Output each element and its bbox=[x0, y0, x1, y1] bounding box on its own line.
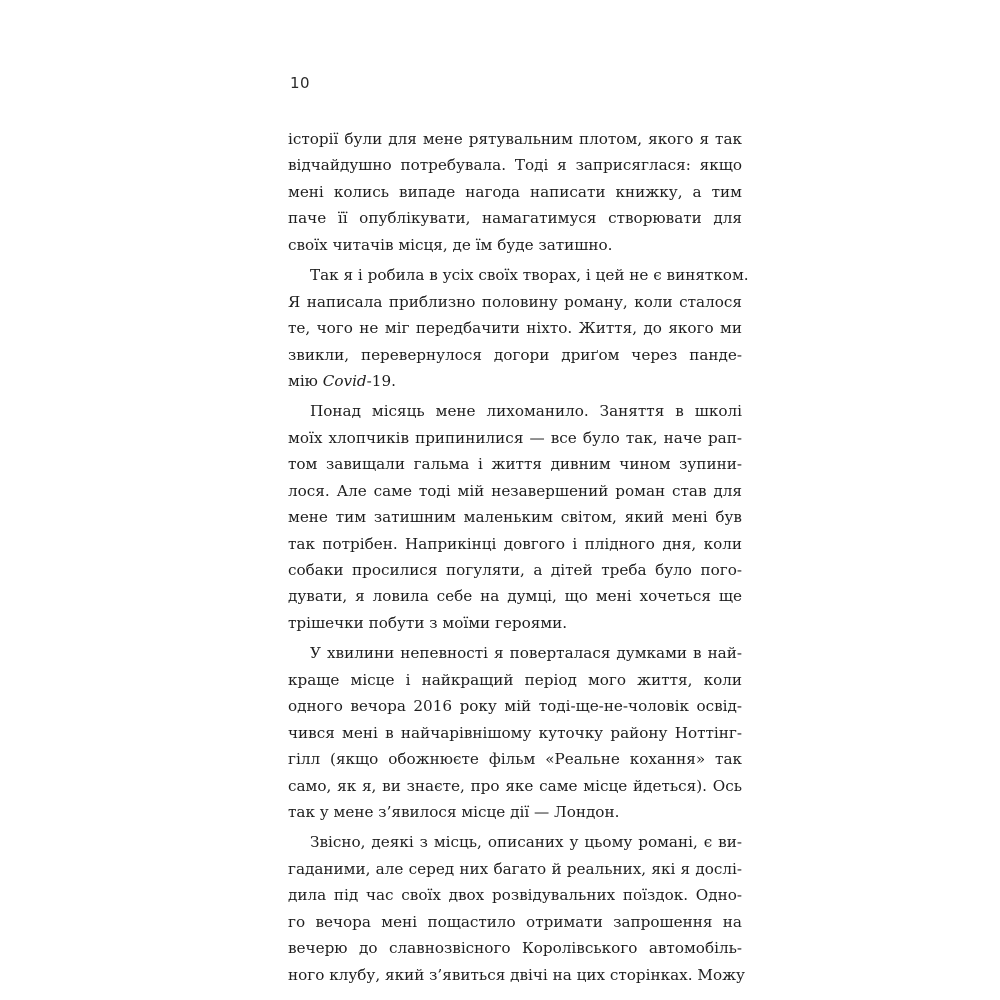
text-line: те, чого не міг передбачити ніхто. Життя, до якого ми bbox=[288, 319, 742, 338]
paragraph bbox=[288, 829, 745, 988]
text-line: том завищали гальма і життя дивним чином зупини- bbox=[288, 455, 742, 474]
text-line: історії були для мене рятувальним плотом, якого я так bbox=[288, 130, 742, 148]
text-line: ного клубу, який з’явиться двічі на цих сторінках. Можу bbox=[288, 965, 745, 984]
body-text bbox=[288, 126, 749, 988]
text-line: само, як я, ви знаєте, про яке саме місце йдеться). Ось bbox=[288, 776, 742, 795]
text-run: мію bbox=[288, 371, 323, 390]
paragraph bbox=[288, 126, 742, 258]
text-line: так потрібен. Наприкінці довгого і плідного дня, коли bbox=[288, 534, 742, 553]
text-line: паче її опублікувати, намагатимуся створювати для bbox=[288, 209, 742, 228]
text-line: Так я і робила в усіх своїх творах, і цей не є винятком. bbox=[310, 266, 749, 285]
text-line: моїх хлопчиків припинилися — все було так, наче рап- bbox=[288, 428, 742, 447]
text-line: звикли, перевернулося догори дриґом через панде- bbox=[288, 345, 742, 364]
text-line: вечерю до славнозвісного Королівського автомобіль- bbox=[288, 939, 742, 958]
text-line: лося. Але саме тоді мій незавершений роман став для bbox=[288, 481, 742, 500]
text-line: собаки просилися погуляти, а дітей треба було пого- bbox=[288, 561, 742, 579]
text-line bbox=[288, 368, 742, 394]
text-run: -19. bbox=[366, 371, 396, 390]
text-line: краще місце і найкращий період мого життя, коли bbox=[288, 670, 742, 689]
text-line: дувати, я ловила себе на думці, що мені хочеться ще bbox=[288, 587, 742, 606]
text-line: трішечки побути з моїми героями. bbox=[288, 613, 568, 632]
text-line: мені колись випаде нагода написати книжку, а тим bbox=[288, 182, 742, 201]
text-line: дила під час своїх двох розвідувальних поїздок. Одно- bbox=[288, 886, 742, 905]
text-line: У хвилини непевності я поверталася думками в най- bbox=[310, 644, 742, 663]
text-line: Звісно, деякі з місць, описаних у цьому романі, є ви- bbox=[310, 833, 742, 852]
paragraph bbox=[288, 398, 742, 636]
text-line: одного вечора 2016 року мій тоді-ще-не-чоловік освід- bbox=[288, 697, 742, 716]
text-line: мене тим затишним маленьким світом, який мені був bbox=[288, 508, 742, 527]
text-line: своїх читачів місця, де їм буде затишно. bbox=[288, 235, 613, 254]
paragraph bbox=[288, 640, 742, 825]
text-line: відчайдушно потребувала. Тоді я заприсяглася: якщо bbox=[288, 156, 742, 175]
page-number: 10 bbox=[290, 74, 311, 92]
text-line: гілл (якщо обожнюєте фільм «Реальне кохання» так bbox=[288, 750, 742, 769]
text-line: Понад місяць мене лихоманило. Заняття в школі bbox=[310, 402, 742, 421]
text-line: Я написала приблизно половину роману, коли сталося bbox=[288, 292, 742, 311]
italic-term: Covid bbox=[322, 371, 367, 390]
text-line: чився мені в найчарівнішому куточку району Ноттінг- bbox=[288, 723, 742, 742]
text-line: так у мене з’явилося місце дії — Лондон. bbox=[288, 802, 620, 821]
paragraph bbox=[288, 262, 749, 394]
text-line: го вечора мені пощастило отримати запрошення на bbox=[288, 912, 742, 931]
text-line: гаданими, але серед них багато й реальних, які я дослі- bbox=[288, 859, 742, 878]
